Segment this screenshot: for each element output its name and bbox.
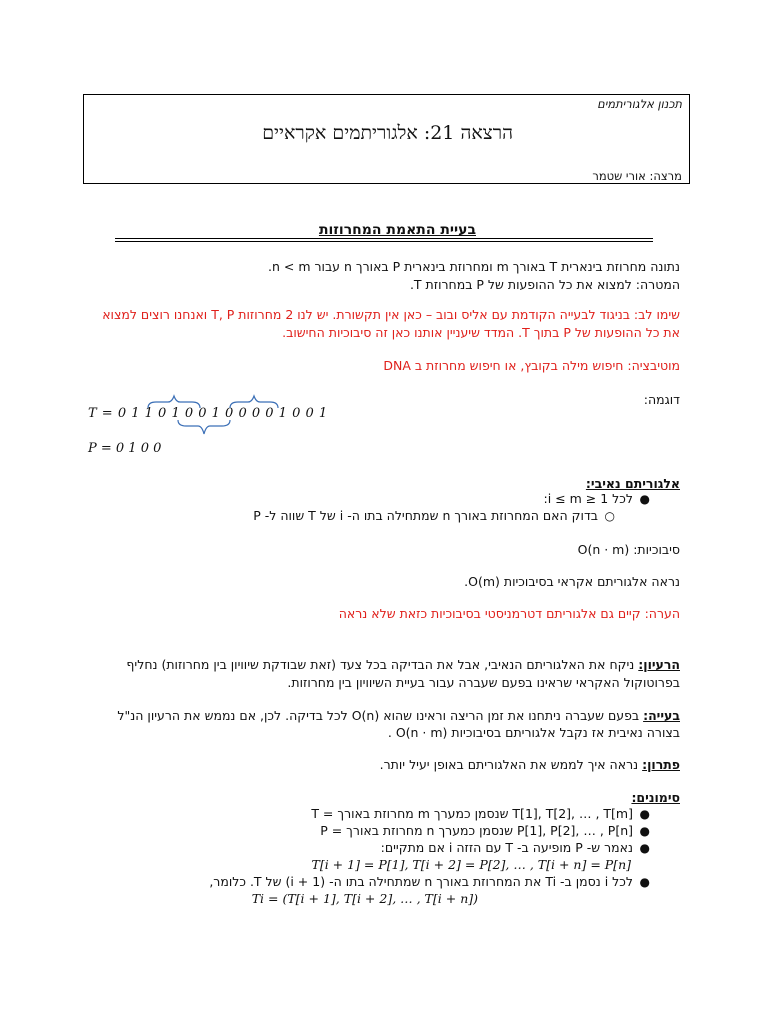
idea-line-1	[126, 657, 680, 672]
example-match-braces	[140, 392, 300, 442]
course-name: תכנון אלגוריתמים	[597, 97, 682, 111]
idea-label: הרעיון:	[638, 657, 680, 672]
problem2-text-1: בפעם שעברה ניתחנו את זמן הריצה וראינו שהוא O(n) לכל בדיקה. לכן, אם נממש את הרעיון הנ"ל	[117, 708, 640, 723]
naive-heading: אלגוריתם נאיבי:	[585, 476, 680, 491]
naive-remark: הערה: קיים גם אלגוריתם דטרמניסטי בסיבוכיות כזאת שלא נראה	[338, 606, 680, 621]
problem2-line-2: בצורה נאיבית אז נקבל אלגוריתם בסיבוכיות O(n · m) .	[387, 725, 680, 740]
notation-item-4-formula: Ti = (T[i + 1], T[i + 2], … , T[i + n])	[251, 891, 478, 906]
naive-complexity: סיבוכיות: O(n · m)	[577, 542, 680, 557]
idea-text-1: ניקח את האלגוריתם הנאיבי, אבל את הבדיקה בכל צעד (זאת שבודקת שיוויון בין מחרוזות) נחליף	[126, 657, 635, 672]
solution-label: פתרון:	[642, 757, 680, 772]
problem2-label: בעייה:	[643, 708, 680, 723]
solution-text: נראה איך לממש את האלגוריתם באופן יעיל יותר.	[379, 757, 639, 772]
circle-bullet-icon: ○	[604, 509, 615, 523]
lecturer: מרצה: אורי שטמר	[592, 169, 682, 183]
lecture-title: הרצאה 21: אלגוריתמים אקראיים	[262, 122, 513, 144]
notation-item-3-formula: T[i + 1] = P[1], T[i + 2] = P[2], … , T[i + n] = P[n]	[311, 857, 631, 872]
example-label: דוגמה:	[643, 392, 680, 407]
idea-line-2: בפרוטוקול האקראי שראינו בפעם שעברה עבור בעיית השיוויון בין מחרוזות.	[287, 675, 680, 690]
title-rule-double	[115, 241, 653, 242]
bullet-icon: ●	[639, 824, 650, 838]
bullet-icon: ●	[639, 807, 650, 821]
naive-bullet-2: בדוק האם המחרוזת באורך n שמתחילה בתו ה- i של T שווה ל- P	[253, 508, 598, 523]
notation-heading: סימונים:	[631, 790, 680, 805]
problem-line-1: נתונה מחרוזת בינארית T באורך m ומחרוזת בינארית P באורך n עבור n < m.	[268, 259, 680, 274]
title-rule	[115, 238, 653, 239]
note-line-1: שימו לב: בניגוד לבעייה הקודמת עם אליס ובוב – כאן אין תקשורת. יש לנו 2 מחרוזות T, P ואנחנו רוצים למצוא	[102, 307, 680, 322]
notation-item-2: P = מחרוזת באורך n שנסמן כמערך P[1], P[2], … , P[n]	[320, 823, 633, 838]
note-line-2: את כל ההופעות של P בתוך T. המדד שיעניין אותנו כאן זה סיבוכיות החישוב.	[282, 325, 680, 340]
top-brace-2	[230, 396, 278, 408]
naive-bullet-1: לכל 1 ≤ i ≤ m:	[543, 491, 633, 506]
bullet-icon: ●	[639, 841, 650, 855]
example-p-string: P = 0 1 0 0	[88, 441, 162, 456]
problem2-line-1	[117, 708, 680, 723]
problem-line-2: המטרה: למצוא את כל ההופעות של P במחרוזת T.	[409, 277, 680, 292]
bullet-icon: ●	[639, 492, 650, 506]
motivation-line: מוטיבציה: חיפוש מילה בקובץ, או חיפוש מחרוזת ב DNA	[383, 358, 680, 373]
example-t-string: T = 0 1 1 0 1 0 0 1 0 0 0 0 1 0 0 1	[88, 406, 328, 421]
top-brace-1	[148, 396, 200, 408]
solution-line	[380, 757, 680, 772]
notation-item-3: נאמר ש- P מופיעה ב- T עם הזזה i אם מתקיים:	[380, 840, 633, 855]
notation-item-1: T = מחרוזת באורך m שנסמן כמערך T[1], T[2], … , T[m]	[311, 806, 633, 821]
section-title: בעיית התאמת המחרוזות	[318, 222, 476, 238]
naive-random-line: נראה אלגוריתם אקראי בסיבוכיות O(m).	[464, 574, 680, 589]
bottom-brace	[178, 420, 230, 434]
notation-item-4: לכל i נסמן ב- Ti את המחרוזת באורך n שמתחילה בתו ה- (i + 1) של T. כלומר,	[209, 874, 633, 889]
bullet-icon: ●	[639, 875, 650, 889]
